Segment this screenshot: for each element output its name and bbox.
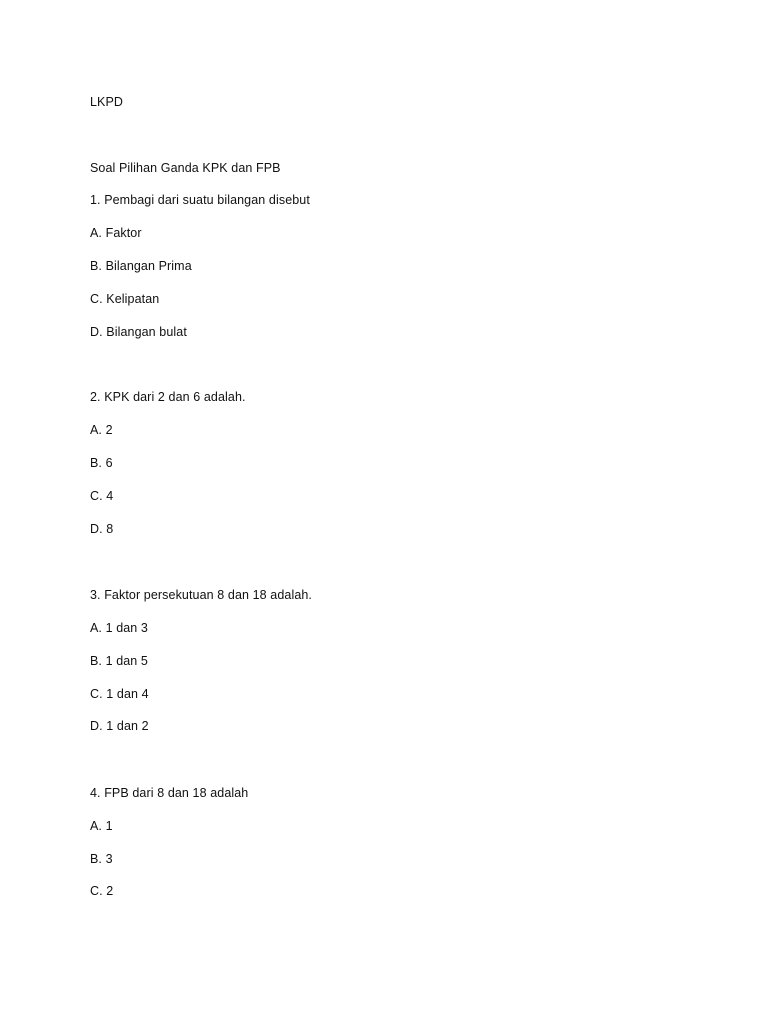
question-3-option-a: A. 1 dan 3	[90, 621, 148, 635]
question-4-option-a: A. 1	[90, 819, 113, 833]
question-1-option-a: A. Faktor	[90, 226, 142, 240]
question-1-text: 1. Pembagi dari suatu bilangan disebut	[90, 193, 310, 207]
question-3-option-b: B. 1 dan 5	[90, 654, 148, 668]
question-2-option-a: A. 2	[90, 423, 113, 437]
question-2-option-d: D. 8	[90, 522, 114, 536]
question-4-option-b: B. 3	[90, 852, 113, 866]
question-1-option-b: B. Bilangan Prima	[90, 259, 192, 273]
question-3-option-d: D. 1 dan 2	[90, 719, 149, 733]
question-2-option-b: B. 6	[90, 456, 113, 470]
question-3-text: 3. Faktor persekutuan 8 dan 18 adalah.	[90, 588, 313, 602]
question-4-option-c: C. 2	[90, 884, 114, 898]
question-2-option-c: C. 4	[90, 489, 114, 503]
question-3-option-c: C. 1 dan 4	[90, 687, 149, 701]
question-2-text: 2. KPK dari 2 dan 6 adalah.	[90, 390, 246, 404]
document-subtitle: Soal Pilihan Ganda KPK dan FPB	[90, 161, 281, 175]
question-4-text: 4. FPB dari 8 dan 18 adalah	[90, 786, 249, 800]
question-1-option-d: D. Bilangan bulat	[90, 325, 187, 339]
question-1-option-c: C. Kelipatan	[90, 292, 160, 306]
document-heading: LKPD	[90, 95, 124, 109]
